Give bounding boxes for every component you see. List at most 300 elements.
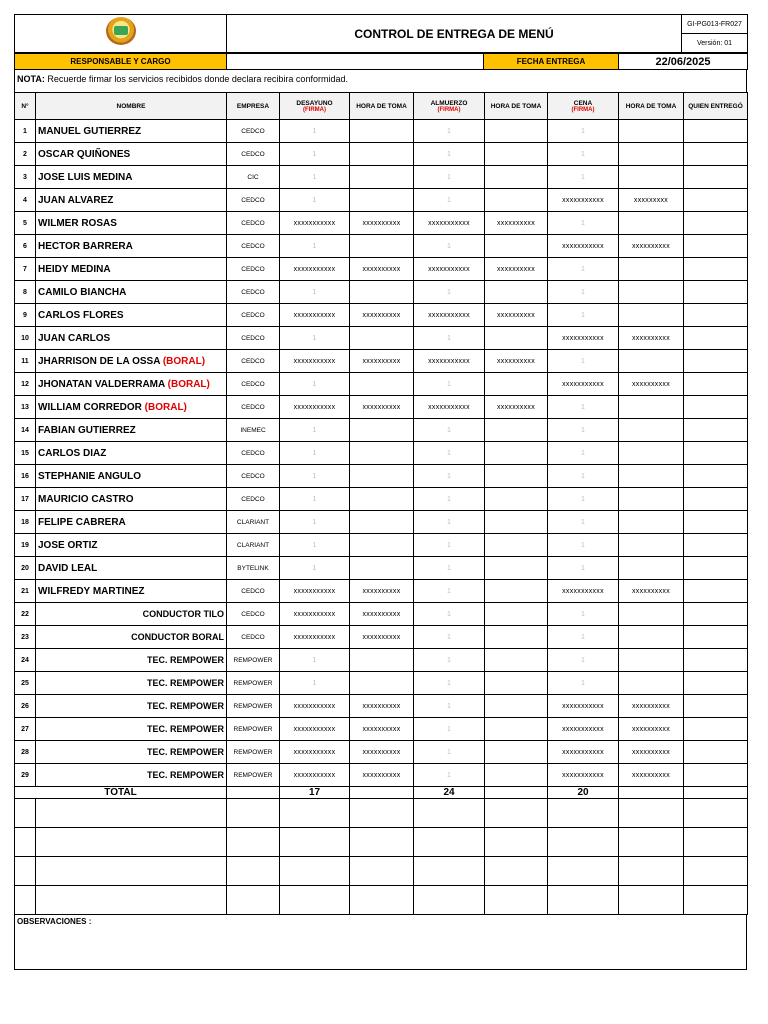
row-cell-c[interactable]: xxxxxxxxxxx bbox=[548, 764, 619, 787]
row-number: 6 bbox=[15, 235, 36, 258]
row-cell-d[interactable]: 1 bbox=[280, 281, 350, 304]
row-cell-ah[interactable] bbox=[485, 649, 548, 672]
empty-cell[interactable] bbox=[36, 857, 227, 886]
row-cell-ch[interactable] bbox=[619, 534, 684, 557]
row-cell-ah[interactable] bbox=[485, 143, 548, 166]
row-cell-dh[interactable] bbox=[350, 649, 414, 672]
row-cell-ah[interactable]: xxxxxxxxxx bbox=[485, 258, 548, 281]
row-cell-ch[interactable] bbox=[619, 143, 684, 166]
delivery-date[interactable]: 22/06/2025 bbox=[619, 54, 748, 70]
row-cell-ah[interactable] bbox=[485, 557, 548, 580]
row-cell-a[interactable]: 1 bbox=[414, 603, 485, 626]
empty-cell[interactable] bbox=[619, 857, 684, 886]
row-quien[interactable] bbox=[684, 465, 748, 488]
row-cell-d[interactable]: 1 bbox=[280, 672, 350, 695]
empty-cell[interactable] bbox=[548, 886, 619, 915]
row-cell-dh[interactable] bbox=[350, 488, 414, 511]
row-cell-ah[interactable] bbox=[485, 741, 548, 764]
empty-cell[interactable] bbox=[684, 799, 748, 828]
row-cell-dh[interactable] bbox=[350, 442, 414, 465]
row-cell-d[interactable]: 1 bbox=[280, 557, 350, 580]
row-cell-a[interactable]: 1 bbox=[414, 488, 485, 511]
row-name-text: WILMER ROSAS bbox=[38, 217, 117, 229]
row-cell-ch[interactable] bbox=[619, 557, 684, 580]
row-cell-d[interactable]: 1 bbox=[280, 120, 350, 143]
row-name-text: TEC. REMPOWER bbox=[146, 770, 224, 780]
table-row bbox=[15, 189, 748, 212]
row-quien[interactable] bbox=[684, 580, 748, 603]
row-quien[interactable] bbox=[684, 304, 748, 327]
row-quien[interactable] bbox=[684, 488, 748, 511]
row-quien[interactable] bbox=[684, 534, 748, 557]
col-cena-firma: (FIRMA) bbox=[571, 106, 595, 113]
row-quien[interactable] bbox=[684, 120, 748, 143]
row-cell-ah[interactable] bbox=[485, 672, 548, 695]
row-name-text: JUAN CARLOS bbox=[38, 332, 111, 344]
row-cell-ch[interactable] bbox=[619, 212, 684, 235]
row-quien[interactable] bbox=[684, 327, 748, 350]
row-cell-ah[interactable] bbox=[485, 580, 548, 603]
row-cell-a[interactable]: 1 bbox=[414, 166, 485, 189]
row-quien[interactable] bbox=[684, 235, 748, 258]
row-name bbox=[36, 258, 227, 281]
row-cell-dh[interactable] bbox=[350, 327, 414, 350]
responsible-value[interactable] bbox=[227, 54, 484, 70]
row-cell-ah[interactable] bbox=[485, 166, 548, 189]
row-cell-ch[interactable]: xxxxxxxxxx bbox=[619, 764, 684, 787]
row-cell-ah[interactable] bbox=[485, 327, 548, 350]
empty-cell[interactable] bbox=[619, 828, 684, 857]
header-table bbox=[14, 14, 748, 53]
row-cell-ch[interactable]: xxxxxxxxxx bbox=[619, 695, 684, 718]
row-cell-ch[interactable] bbox=[619, 465, 684, 488]
row-cell-c[interactable]: 1 bbox=[548, 511, 619, 534]
row-cell-dh[interactable]: xxxxxxxxxx bbox=[350, 580, 414, 603]
row-cell-d[interactable]: xxxxxxxxxxx bbox=[280, 580, 350, 603]
row-cell-ah[interactable]: xxxxxxxxxx bbox=[485, 212, 548, 235]
row-cell-d[interactable]: 1 bbox=[280, 327, 350, 350]
row-cell-dh[interactable] bbox=[350, 465, 414, 488]
row-cell-ah[interactable] bbox=[485, 235, 548, 258]
row-cell-a[interactable]: xxxxxxxxxxx bbox=[414, 304, 485, 327]
row-name bbox=[36, 511, 227, 534]
row-quien[interactable] bbox=[684, 212, 748, 235]
row-cell-dh[interactable] bbox=[350, 235, 414, 258]
row-quien[interactable] bbox=[684, 603, 748, 626]
row-cell-dh[interactable] bbox=[350, 281, 414, 304]
empty-cell[interactable] bbox=[548, 857, 619, 886]
row-cell-a[interactable]: 1 bbox=[414, 327, 485, 350]
row-cell-c[interactable]: xxxxxxxxxxx bbox=[548, 695, 619, 718]
table-row bbox=[15, 695, 748, 718]
row-quien[interactable] bbox=[684, 373, 748, 396]
row-cell-ah[interactable] bbox=[485, 120, 548, 143]
row-cell-dh[interactable] bbox=[350, 511, 414, 534]
totals-quien bbox=[684, 787, 748, 799]
row-cell-c[interactable]: xxxxxxxxxxx bbox=[548, 235, 619, 258]
empty-cell[interactable] bbox=[15, 886, 36, 915]
row-cell-c[interactable]: 1 bbox=[548, 120, 619, 143]
row-cell-ch[interactable] bbox=[619, 350, 684, 373]
row-cell-ah[interactable]: xxxxxxxxxx bbox=[485, 304, 548, 327]
empty-cell[interactable] bbox=[684, 828, 748, 857]
row-cell-a[interactable]: 1 bbox=[414, 557, 485, 580]
menu-table bbox=[14, 92, 748, 915]
row-cell-ch[interactable]: xxxxxxxxxx bbox=[619, 235, 684, 258]
row-cell-ch[interactable] bbox=[619, 488, 684, 511]
row-cell-a[interactable]: 1 bbox=[414, 580, 485, 603]
empty-cell[interactable] bbox=[485, 857, 548, 886]
row-cell-c[interactable]: 1 bbox=[548, 304, 619, 327]
row-name bbox=[36, 741, 227, 764]
row-quien[interactable] bbox=[684, 189, 748, 212]
row-quien[interactable] bbox=[684, 626, 748, 649]
row-cell-ah[interactable] bbox=[485, 189, 548, 212]
row-cell-d[interactable]: 1 bbox=[280, 235, 350, 258]
row-name bbox=[36, 488, 227, 511]
row-cell-ch[interactable]: xxxxxxxxxx bbox=[619, 373, 684, 396]
row-name-text: TEC. REMPOWER bbox=[146, 678, 224, 688]
row-cell-ch[interactable]: xxxxxxxxxx bbox=[619, 327, 684, 350]
row-cell-d[interactable]: xxxxxxxxxxx bbox=[280, 258, 350, 281]
row-cell-a[interactable]: 1 bbox=[414, 235, 485, 258]
row-quien[interactable] bbox=[684, 557, 748, 580]
row-cell-c[interactable]: 1 bbox=[548, 649, 619, 672]
row-cell-ah[interactable] bbox=[485, 511, 548, 534]
row-cell-ch[interactable] bbox=[619, 649, 684, 672]
row-cell-c[interactable]: 1 bbox=[548, 488, 619, 511]
row-empresa: CEDCO bbox=[227, 396, 280, 419]
empty-cell[interactable] bbox=[227, 886, 280, 915]
row-quien[interactable] bbox=[684, 166, 748, 189]
row-cell-c[interactable]: 1 bbox=[548, 396, 619, 419]
row-cell-dh[interactable] bbox=[350, 143, 414, 166]
row-empresa: CEDCO bbox=[227, 327, 280, 350]
row-cell-d[interactable]: xxxxxxxxxxx bbox=[280, 695, 350, 718]
row-name-text: CARLOS DIAZ bbox=[38, 447, 107, 459]
row-cell-ch[interactable] bbox=[619, 166, 684, 189]
row-cell-c[interactable]: 1 bbox=[548, 166, 619, 189]
row-cell-a[interactable]: 1 bbox=[414, 741, 485, 764]
row-number: 11 bbox=[15, 350, 36, 373]
empty-cell[interactable] bbox=[548, 799, 619, 828]
row-cell-dh[interactable] bbox=[350, 534, 414, 557]
row-cell-c[interactable]: 1 bbox=[548, 350, 619, 373]
row-cell-c[interactable]: 1 bbox=[548, 465, 619, 488]
row-cell-d[interactable]: xxxxxxxxxxx bbox=[280, 764, 350, 787]
row-empresa: REMPOWER bbox=[227, 672, 280, 695]
row-cell-a[interactable]: 1 bbox=[414, 465, 485, 488]
row-empresa: CEDCO bbox=[227, 189, 280, 212]
row-cell-a[interactable]: 1 bbox=[414, 534, 485, 557]
row-cell-d[interactable]: xxxxxxxxxxx bbox=[280, 304, 350, 327]
row-quien[interactable] bbox=[684, 396, 748, 419]
row-quien[interactable] bbox=[684, 649, 748, 672]
row-cell-d[interactable]: 1 bbox=[280, 419, 350, 442]
row-quien[interactable] bbox=[684, 419, 748, 442]
row-cell-ah[interactable]: xxxxxxxxxx bbox=[485, 350, 548, 373]
row-cell-c[interactable]: 1 bbox=[548, 557, 619, 580]
row-name bbox=[36, 166, 227, 189]
empty-cell[interactable] bbox=[485, 799, 548, 828]
row-cell-d[interactable]: xxxxxxxxxxx bbox=[280, 212, 350, 235]
row-cell-c[interactable]: xxxxxxxxxxx bbox=[548, 741, 619, 764]
row-empresa: CEDCO bbox=[227, 281, 280, 304]
row-cell-d[interactable]: 1 bbox=[280, 373, 350, 396]
row-cell-ch[interactable]: xxxxxxxxxx bbox=[619, 580, 684, 603]
empty-cell[interactable] bbox=[485, 886, 548, 915]
row-cell-ch[interactable] bbox=[619, 626, 684, 649]
row-cell-d[interactable]: xxxxxxxxxxx bbox=[280, 396, 350, 419]
row-cell-d[interactable]: xxxxxxxxxxx bbox=[280, 718, 350, 741]
row-name bbox=[36, 373, 227, 396]
row-cell-ch[interactable] bbox=[619, 511, 684, 534]
empty-cell[interactable] bbox=[227, 828, 280, 857]
row-cell-ch[interactable]: xxxxxxxxxx bbox=[619, 741, 684, 764]
empty-cell[interactable] bbox=[36, 886, 227, 915]
row-empresa: CEDCO bbox=[227, 373, 280, 396]
row-number: 23 bbox=[15, 626, 36, 649]
col-desayuno bbox=[280, 93, 350, 120]
row-empresa: CEDCO bbox=[227, 465, 280, 488]
row-cell-a[interactable]: xxxxxxxxxxx bbox=[414, 212, 485, 235]
row-cell-c[interactable]: 1 bbox=[548, 143, 619, 166]
row-cell-dh[interactable]: xxxxxxxxxx bbox=[350, 258, 414, 281]
row-cell-dh[interactable] bbox=[350, 189, 414, 212]
row-cell-ah[interactable] bbox=[485, 626, 548, 649]
row-cell-dh[interactable]: xxxxxxxxxx bbox=[350, 626, 414, 649]
row-cell-ah[interactable] bbox=[485, 764, 548, 787]
row-number: 7 bbox=[15, 258, 36, 281]
row-cell-a[interactable]: 1 bbox=[414, 649, 485, 672]
row-cell-a[interactable]: 1 bbox=[414, 189, 485, 212]
row-number: 27 bbox=[15, 718, 36, 741]
row-cell-d[interactable]: 1 bbox=[280, 166, 350, 189]
row-name bbox=[36, 695, 227, 718]
row-cell-c[interactable]: 1 bbox=[548, 603, 619, 626]
row-quien[interactable] bbox=[684, 672, 748, 695]
row-cell-ch[interactable] bbox=[619, 603, 684, 626]
row-cell-d[interactable]: 1 bbox=[280, 511, 350, 534]
empty-cell[interactable] bbox=[227, 857, 280, 886]
row-cell-dh[interactable] bbox=[350, 373, 414, 396]
row-cell-a[interactable]: 1 bbox=[414, 442, 485, 465]
row-cell-ch[interactable] bbox=[619, 672, 684, 695]
row-cell-d[interactable]: xxxxxxxxxxx bbox=[280, 350, 350, 373]
empty-cell[interactable] bbox=[414, 857, 485, 886]
row-cell-ah[interactable] bbox=[485, 281, 548, 304]
row-cell-ah[interactable] bbox=[485, 442, 548, 465]
row-cell-dh[interactable]: xxxxxxxxxx bbox=[350, 350, 414, 373]
table-header bbox=[15, 93, 748, 120]
row-cell-dh[interactable]: xxxxxxxxxx bbox=[350, 741, 414, 764]
row-cell-d[interactable]: xxxxxxxxxxx bbox=[280, 626, 350, 649]
empty-cell[interactable] bbox=[485, 828, 548, 857]
row-cell-dh[interactable]: xxxxxxxxxx bbox=[350, 212, 414, 235]
row-quien[interactable] bbox=[684, 350, 748, 373]
row-name-text: JHARRISON DE LA OSSA bbox=[38, 355, 161, 367]
row-cell-c[interactable]: 1 bbox=[548, 442, 619, 465]
empty-cell[interactable] bbox=[280, 857, 350, 886]
row-cell-a[interactable]: 1 bbox=[414, 764, 485, 787]
row-cell-ch[interactable] bbox=[619, 419, 684, 442]
row-quien[interactable] bbox=[684, 764, 748, 787]
empty-cell[interactable] bbox=[350, 799, 414, 828]
row-cell-dh[interactable]: xxxxxxxxxx bbox=[350, 695, 414, 718]
row-cell-c[interactable]: 1 bbox=[548, 672, 619, 695]
row-cell-dh[interactable]: xxxxxxxxxx bbox=[350, 764, 414, 787]
empty-cell[interactable] bbox=[350, 828, 414, 857]
row-cell-a[interactable]: xxxxxxxxxxx bbox=[414, 350, 485, 373]
row-cell-d[interactable]: 1 bbox=[280, 189, 350, 212]
row-cell-c[interactable]: xxxxxxxxxxx bbox=[548, 327, 619, 350]
row-cell-ch[interactable] bbox=[619, 304, 684, 327]
row-cell-d[interactable]: 1 bbox=[280, 649, 350, 672]
row-cell-c[interactable]: 1 bbox=[548, 281, 619, 304]
row-name bbox=[36, 189, 227, 212]
row-cell-ah[interactable] bbox=[485, 488, 548, 511]
row-empresa: INEMEC bbox=[227, 419, 280, 442]
empty-cell[interactable] bbox=[350, 886, 414, 915]
row-cell-c[interactable]: xxxxxxxxxxx bbox=[548, 718, 619, 741]
row-quien[interactable] bbox=[684, 442, 748, 465]
table-row bbox=[15, 557, 748, 580]
row-cell-ch[interactable] bbox=[619, 120, 684, 143]
row-cell-ah[interactable] bbox=[485, 419, 548, 442]
row-cell-ah[interactable] bbox=[485, 695, 548, 718]
empty-cell[interactable] bbox=[548, 828, 619, 857]
row-cell-c[interactable]: 1 bbox=[548, 212, 619, 235]
row-cell-a[interactable]: xxxxxxxxxxx bbox=[414, 258, 485, 281]
row-cell-dh[interactable]: xxxxxxxxxx bbox=[350, 304, 414, 327]
empty-cell[interactable] bbox=[280, 886, 350, 915]
note-label: NOTA: bbox=[17, 74, 45, 84]
row-cell-c[interactable]: xxxxxxxxxxx bbox=[548, 580, 619, 603]
row-cell-a[interactable]: 1 bbox=[414, 718, 485, 741]
row-cell-ch[interactable]: xxxxxxxxx bbox=[619, 189, 684, 212]
row-name-text: JUAN ALVAREZ bbox=[38, 194, 114, 206]
row-cell-ah[interactable] bbox=[485, 603, 548, 626]
row-cell-a[interactable]: 1 bbox=[414, 695, 485, 718]
empty-cell[interactable] bbox=[619, 799, 684, 828]
row-cell-a[interactable]: 1 bbox=[414, 143, 485, 166]
row-name-text: FELIPE CABRERA bbox=[38, 516, 126, 528]
row-cell-d[interactable]: 1 bbox=[280, 143, 350, 166]
row-cell-a[interactable]: 1 bbox=[414, 511, 485, 534]
row-quien[interactable] bbox=[684, 695, 748, 718]
table-body bbox=[15, 120, 748, 787]
row-empresa: REMPOWER bbox=[227, 764, 280, 787]
row-cell-a[interactable]: 1 bbox=[414, 419, 485, 442]
row-cell-c[interactable]: 1 bbox=[548, 534, 619, 557]
row-cell-ah[interactable] bbox=[485, 373, 548, 396]
row-cell-a[interactable]: 1 bbox=[414, 626, 485, 649]
row-cell-ch[interactable] bbox=[619, 281, 684, 304]
row-cell-a[interactable]: 1 bbox=[414, 672, 485, 695]
row-name bbox=[36, 557, 227, 580]
row-quien[interactable] bbox=[684, 741, 748, 764]
row-empresa: REMPOWER bbox=[227, 718, 280, 741]
row-cell-ch[interactable] bbox=[619, 442, 684, 465]
row-name-text: TEC. REMPOWER bbox=[146, 655, 224, 665]
empty-cell[interactable] bbox=[15, 799, 36, 828]
row-cell-dh[interactable] bbox=[350, 166, 414, 189]
row-cell-a[interactable]: 1 bbox=[414, 373, 485, 396]
row-quien[interactable] bbox=[684, 143, 748, 166]
row-quien[interactable] bbox=[684, 511, 748, 534]
totals-hora-cena bbox=[619, 787, 684, 799]
row-cell-ah[interactable] bbox=[485, 534, 548, 557]
row-cell-dh[interactable] bbox=[350, 120, 414, 143]
row-name-text: DAVID LEAL bbox=[38, 562, 98, 574]
row-name bbox=[36, 534, 227, 557]
empty-cell[interactable] bbox=[15, 828, 36, 857]
empty-cell[interactable] bbox=[280, 799, 350, 828]
empty-cell[interactable] bbox=[36, 828, 227, 857]
empty-cell[interactable] bbox=[684, 886, 748, 915]
empty-cell[interactable] bbox=[36, 799, 227, 828]
row-cell-dh[interactable]: xxxxxxxxxx bbox=[350, 718, 414, 741]
row-cell-d[interactable]: 1 bbox=[280, 488, 350, 511]
row-quien[interactable] bbox=[684, 718, 748, 741]
row-quien[interactable] bbox=[684, 258, 748, 281]
row-cell-d[interactable]: xxxxxxxxxxx bbox=[280, 603, 350, 626]
row-cell-dh[interactable] bbox=[350, 557, 414, 580]
row-cell-ah[interactable] bbox=[485, 465, 548, 488]
row-cell-c[interactable]: xxxxxxxxxxx bbox=[548, 189, 619, 212]
row-cell-d[interactable]: 1 bbox=[280, 534, 350, 557]
observaciones-box[interactable] bbox=[14, 915, 747, 970]
empty-cell[interactable] bbox=[619, 886, 684, 915]
row-cell-a[interactable]: xxxxxxxxxxx bbox=[414, 396, 485, 419]
row-cell-d[interactable]: 1 bbox=[280, 465, 350, 488]
row-cell-ch[interactable] bbox=[619, 396, 684, 419]
empty-cell[interactable] bbox=[414, 886, 485, 915]
row-cell-a[interactable]: 1 bbox=[414, 120, 485, 143]
menu-control-sheet bbox=[14, 14, 747, 970]
empty-cell[interactable] bbox=[414, 828, 485, 857]
row-cell-dh[interactable] bbox=[350, 672, 414, 695]
row-empresa: BYTELINK bbox=[227, 557, 280, 580]
row-cell-c[interactable]: 1 bbox=[548, 626, 619, 649]
row-cell-ch[interactable] bbox=[619, 258, 684, 281]
row-cell-dh[interactable]: xxxxxxxxxx bbox=[350, 603, 414, 626]
row-cell-c[interactable]: 1 bbox=[548, 258, 619, 281]
empty-cell[interactable] bbox=[684, 857, 748, 886]
empty-cell[interactable] bbox=[350, 857, 414, 886]
table-row bbox=[15, 373, 748, 396]
row-cell-d[interactable]: 1 bbox=[280, 442, 350, 465]
col-cena-label: CENA bbox=[573, 99, 593, 107]
row-cell-d[interactable]: xxxxxxxxxxx bbox=[280, 741, 350, 764]
row-cell-dh[interactable]: xxxxxxxxxx bbox=[350, 396, 414, 419]
empty-cell[interactable] bbox=[15, 857, 36, 886]
row-quien[interactable] bbox=[684, 281, 748, 304]
empty-cell[interactable] bbox=[227, 799, 280, 828]
row-cell-a[interactable]: 1 bbox=[414, 281, 485, 304]
empty-cell[interactable] bbox=[414, 799, 485, 828]
empty-cell[interactable] bbox=[280, 828, 350, 857]
row-cell-c[interactable]: 1 bbox=[548, 419, 619, 442]
row-cell-ch[interactable]: xxxxxxxxxx bbox=[619, 718, 684, 741]
row-tag: (BORAL) bbox=[144, 401, 187, 413]
row-cell-ah[interactable]: xxxxxxxxxx bbox=[485, 396, 548, 419]
row-cell-c[interactable]: xxxxxxxxxxx bbox=[548, 373, 619, 396]
row-cell-ah[interactable] bbox=[485, 718, 548, 741]
table-row bbox=[15, 764, 748, 787]
row-empresa: CEDCO bbox=[227, 603, 280, 626]
row-cell-dh[interactable] bbox=[350, 419, 414, 442]
